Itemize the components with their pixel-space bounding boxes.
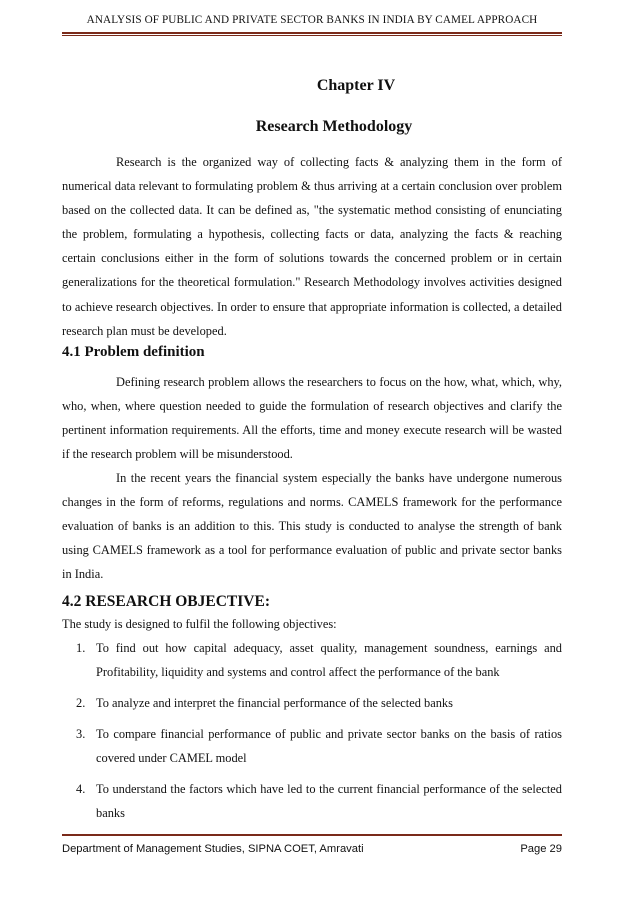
list-text: To understand the factors which have led to the current financial performance of the selected banks [96,782,562,820]
header-rule-thick [62,32,562,34]
page-number: Page 29 [520,843,562,855]
list-number: 2. [76,696,86,710]
list-item [62,777,562,825]
list-text: To compare financial performance of public and private sector banks on the basis of ratios covered under CAMEL model [96,727,562,765]
section-4-1-paragraph-1: Defining research problem allows the researchers to focus on the how, what, which, why, who, when, where question needed to guide the formulation of research objectives and clarify the pertinent information requirements. All the efforts, time and money execute research will be wasted if the research problem will be misunderstood. [62,375,562,462]
section-4-1-paragraph-2: In the recent years the financial system especially the banks have undergone numerous changes in the form of reforms, regulations and norms. CAMELS framework for the performance evaluation of banks is an addition to this. This study is conducted to analyse the strength of bank using CAMELS framework as a tool for performance evaluation of public and private sector banks in India. [62,471,562,582]
list-text: To analyze and interpret the financial performance of the selected banks [96,696,453,710]
objectives-intro: The study is designed to fulfil the following objectives: [62,617,337,631]
list-number: 1. [76,641,86,655]
running-header: ANALYSIS OF PUBLIC AND PRIVATE SECTOR BANKS IN INDIA BY CAMEL APPROACH [86,14,538,26]
header-rule-thin [62,35,562,36]
section-4-1-heading: 4.1 Problem definition [62,344,205,360]
chapter-number: Chapter IV [316,77,396,94]
list-item [62,636,562,684]
list-number: 3. [76,727,86,741]
list-text: To find out how capital adequacy, asset quality, management soundness, earnings and Profitability, liquidity and systems and control affect the performance of the bank [96,641,562,679]
footer-department: Department of Management Studies, SIPNA COET, Amravati [62,843,364,855]
footer-rule [62,834,562,836]
chapter-title: Research Methodology [255,118,413,135]
list-item [62,722,562,770]
objectives-list [62,636,562,832]
list-number: 4. [76,782,86,796]
intro-paragraph: Research is the organized way of collecting facts & analyzing them in the form of numerical data relevant to formulating problem & thus arriving at a certain conclusion over problem based on the collected data. It can be defined as, "the systematic method consisting of enunciating the problem, formulating a hypothesis, collecting facts or data, analyzing the facts & reaching certain conclusions either in the form of solutions towards the concerned problem or in certain generalizations for the theoretical formulation." Research Methodology involves activities designed to achieve research objectives. In order to ensure that appropriate information is collected, a detailed research plan must be developed. [62,155,562,338]
list-item [62,691,562,715]
section-4-2-heading: 4.2 RESEARCH OBJECTIVE: [62,593,270,610]
